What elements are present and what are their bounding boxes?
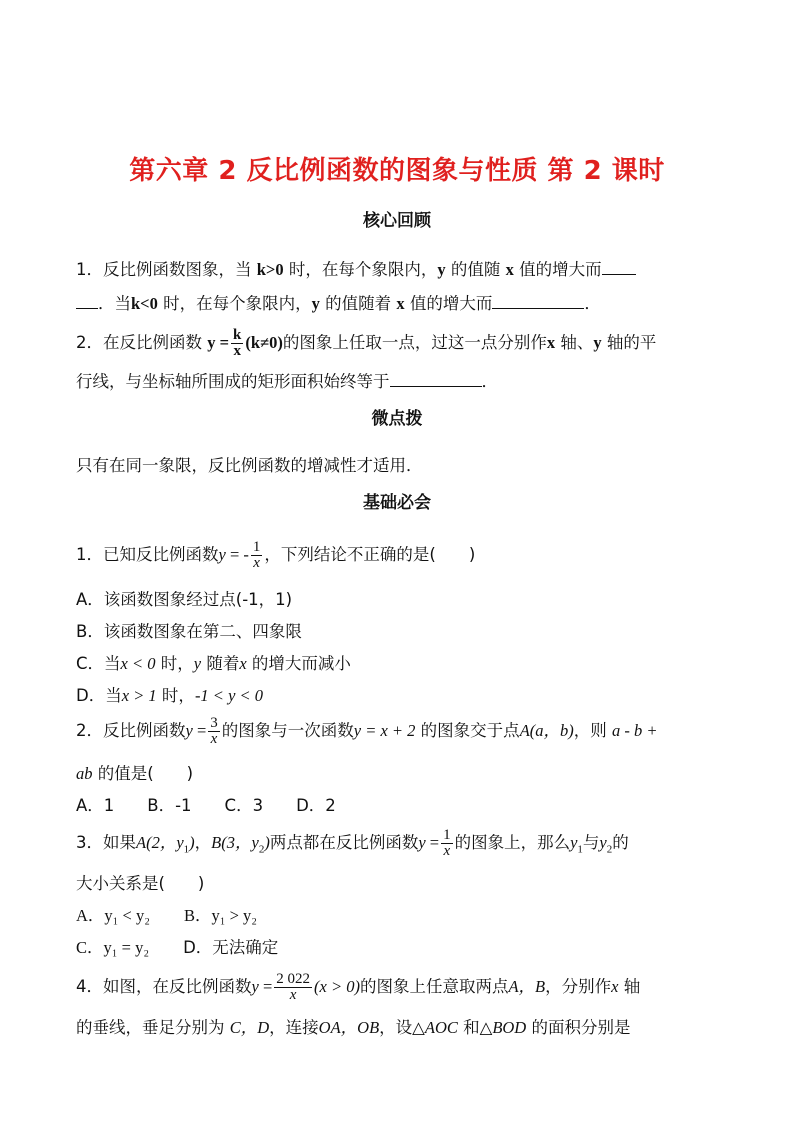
question-4-stem: 4．如图，在反比例函数y = $\frac{2 022}{x}$ (x > 0)的图象上任意取两点A，B，分别作x 轴 <box>76 971 641 1003</box>
answer-blank[interactable] <box>492 294 584 309</box>
core-q1-line1: 1．反比例函数图象，当 k>0 时，在每个象限内，y 的值随 x 值的增大而 <box>76 260 726 280</box>
question-3-option-b[interactable]: B．y₁ > y₂ <box>183 906 258 925</box>
question-1-stem: 1．已知反比例函数y = - $\frac{1}{x}$ ，下列结论不正确的是( ) <box>76 539 476 571</box>
fraction-1-over-x: $\frac{1}{x}$ <box>252 539 261 571</box>
section-heading-core-review: 核心回顾 <box>363 211 431 231</box>
question-3-stem: 3．如果A(2，$y_1$)，B(3，$y_2$)两点都在反比例函数y = $\frac{1}{x}$ 的图象上，那么$y_1$与$y_2$的 <box>76 827 629 859</box>
fraction-1-over-x: $\frac{1}{x}$ <box>443 827 451 859</box>
core-q1-line2: ．当k<0 时，在每个象限内，y 的值随着 x 值的增大而 ． <box>76 294 726 314</box>
question-3-options-row2 <box>76 938 726 958</box>
answer-blank[interactable] <box>602 260 636 275</box>
question-3-options-row1 <box>76 906 726 926</box>
question-3-option-d[interactable]: D．无法确定 <box>183 938 279 957</box>
question-3-option-c[interactable]: C．y₁ = y₂ <box>76 938 150 957</box>
question-1-option-d[interactable]: D．当x > 1 时，-1 < y < 0 <box>76 686 264 705</box>
core-q2-line2: 行线，与坐标轴所围成的矩形面积始终等于 ． <box>76 372 498 391</box>
question-2-stem: 2．反比例函数y = $\frac{3}{x}$ 的图象与一次函数y = x + 2 的图象交于点A(a，b)，则 a - b + <box>76 715 658 747</box>
question-4-line2: 的垂线，垂足分别为 C，D，连接OA，OB，设△AOC 和△BOD 的面积分别是 <box>76 1018 631 1037</box>
question-2-options[interactable]: A．1 B．-1 C．3 D．2 <box>76 796 336 815</box>
answer-blank[interactable] <box>390 372 482 387</box>
core-q2-line1: 2．在反比例函数 y = $\frac{k}{x}$ (k≠0)的图象上任取一点，过这一点分别作x 轴、y 轴的平 <box>76 327 657 359</box>
fraction-2022-over-x: $\frac{2 022}{x}$ <box>276 971 311 1003</box>
question-2-line2: ab 的值是( ) <box>76 764 194 783</box>
question-1-option-a[interactable]: A．该函数图象经过点(-1，1) <box>76 590 293 609</box>
section-heading-tips: 微点拨 <box>371 409 423 429</box>
question-3-line2: 大小关系是( ) <box>76 874 205 893</box>
answer-blank[interactable] <box>76 294 98 309</box>
question-1-option-c[interactable]: C．当x < 0 时，y 随着x 的增大而减小 <box>76 654 351 673</box>
tip-text: 只有在同一象限，反比例函数的增减性才适用． <box>76 456 423 475</box>
fraction-k-over-x: $\frac{k}{x}$ <box>233 327 242 359</box>
question-1-option-b[interactable]: B．该函数图象在第二、四象限 <box>76 622 302 641</box>
page-title: 第六章 2 反比例函数的图象与性质 第 2 课时 <box>129 156 665 186</box>
question-3-option-a[interactable]: A．y₁ < y₂ <box>76 906 150 925</box>
section-heading-basics: 基础必会 <box>363 493 431 513</box>
fraction-3-over-x: $\frac{3}{x}$ <box>210 715 218 747</box>
